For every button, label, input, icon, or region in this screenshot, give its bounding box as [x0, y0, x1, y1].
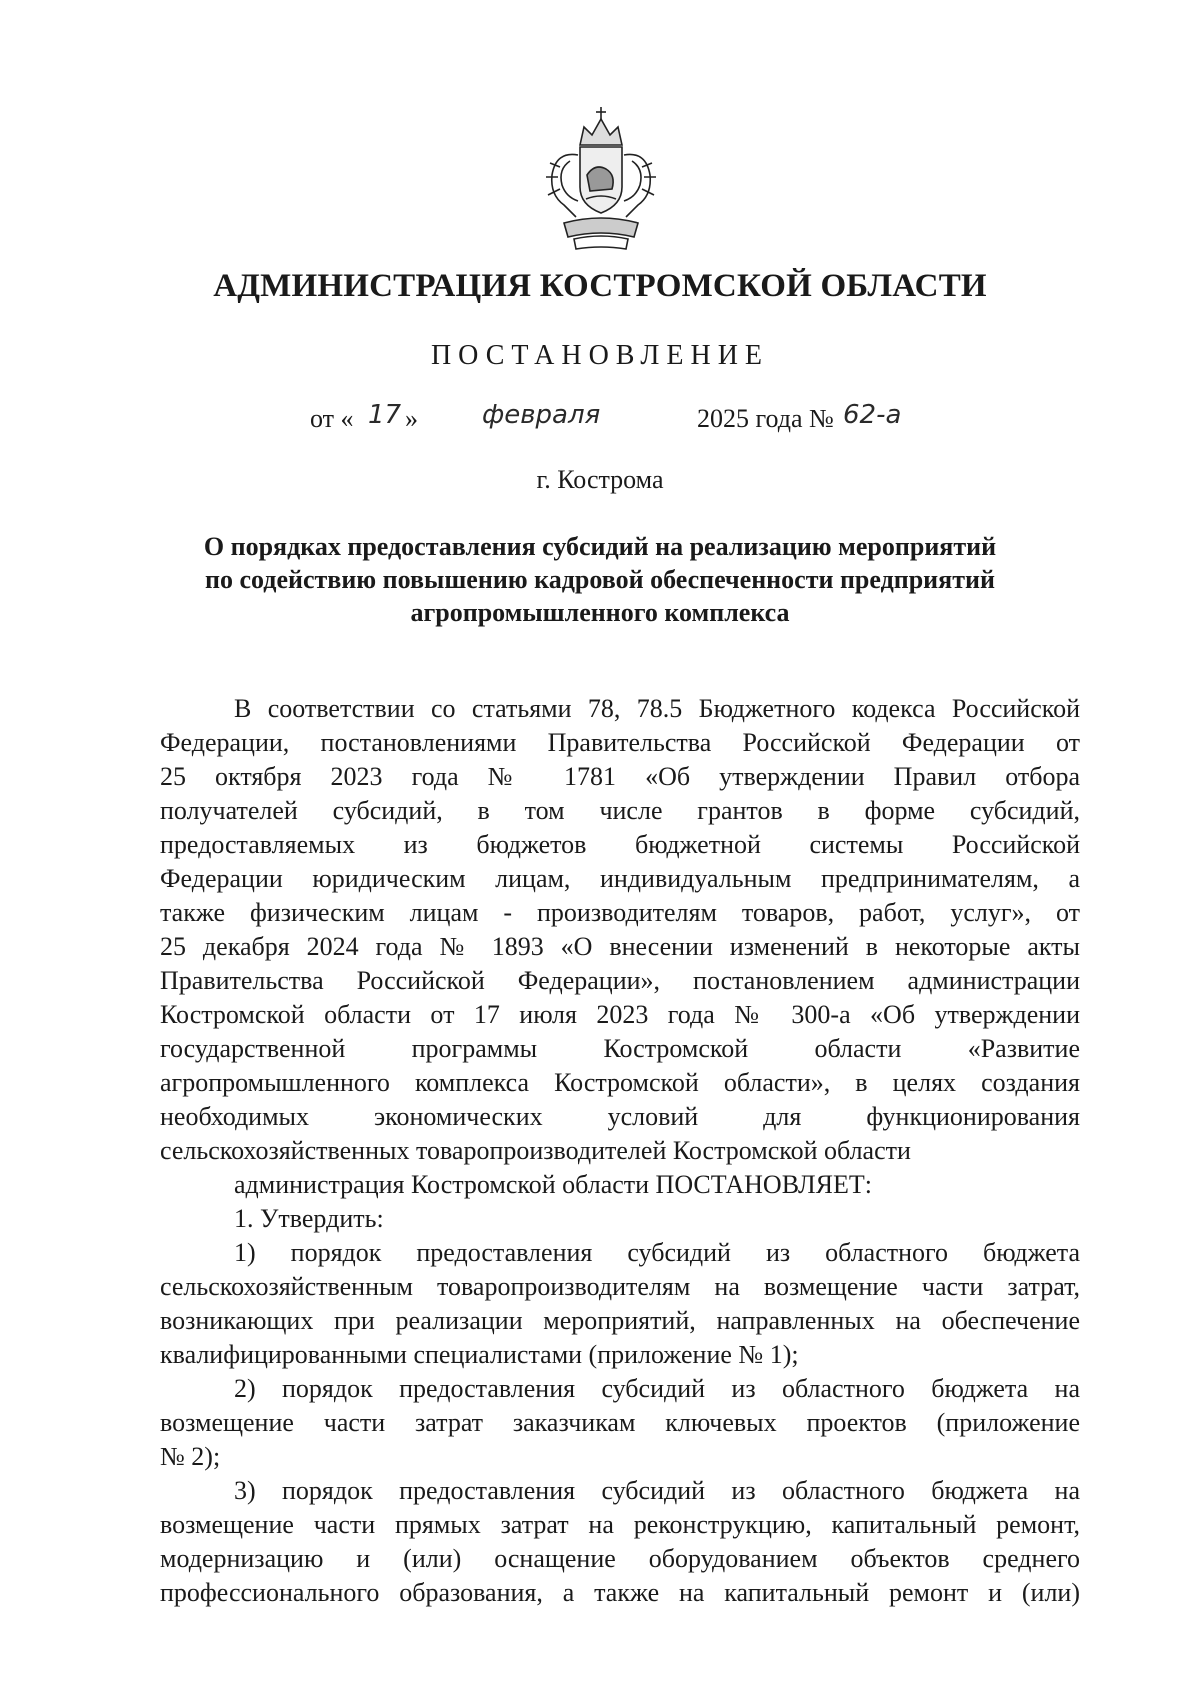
body-line: администрация Костромской области ПОСТАНОВЛЯЕТ: — [234, 1170, 873, 1199]
body-line: государственной программы Костромской области «Развитие — [160, 1034, 1080, 1063]
body-line: Костромской области от 17 июля 2023 года № 300-а «Об утверждении — [160, 1000, 1080, 1029]
body-line: квалифицированными специалистами (приложение № 1); — [160, 1340, 799, 1369]
body-line: получателей субсидий, в том числе грантов в форме субсидий, — [160, 796, 1080, 825]
subject-line: О порядках предоставления субсидий на реализацию мероприятий — [203, 532, 997, 561]
body-line: возникающих при реализации мероприятий, направленных на обеспечение — [160, 1306, 1080, 1335]
body-line: Федерации, постановлениями Правительства Российской Федерации от — [160, 728, 1080, 757]
body-line: модернизацию и (или) оснащение оборудованием объектов среднего — [160, 1544, 1080, 1573]
date-day: 17 — [368, 400, 402, 430]
date-day-close: » — [405, 404, 418, 433]
body-line: сельскохозяйственных товаропроизводителей Костромской области — [160, 1136, 911, 1165]
date-month: февраля — [482, 400, 601, 430]
body-line: 1) порядок предоставления субсидий из областного бюджета — [234, 1238, 1080, 1267]
body-line: профессионального образования, а также на капитальный ремонт и (или) — [160, 1578, 1080, 1607]
body-line: необходимых экономических условий для функционирования — [160, 1102, 1080, 1131]
body-line: Федерации юридическим лицам, индивидуальным предпринимателям, а — [160, 864, 1080, 893]
document-subject — [150, 530, 1050, 629]
body-text — [160, 692, 1080, 1610]
body-line: Правительства Российской Федерации», постановлением администрации — [160, 966, 1080, 995]
organization-title: АДМИНИСТРАЦИЯ КОСТРОМСКОЙ ОБЛАСТИ — [213, 268, 987, 304]
document-number: 62-а — [843, 400, 902, 430]
body-line: 1. Утвердить: — [234, 1204, 384, 1233]
body-line: возмещение части прямых затрат на реконструкцию, капитальный ремонт, — [160, 1510, 1080, 1539]
body-line: предоставляемых из бюджетов бюджетной системы Российской — [160, 830, 1080, 859]
body-line: 25 октября 2023 года № 1781 «Об утверждении Правил отбора — [160, 762, 1080, 791]
body-line: № 2); — [160, 1442, 221, 1471]
body-line: также физическим лицам - производителям товаров, работ, услуг», от — [160, 898, 1080, 927]
body-line: сельскохозяйственным товаропроизводителям на возмещение части затрат, — [160, 1272, 1080, 1301]
date-line — [0, 400, 1200, 440]
date-prefix: от « — [310, 404, 354, 433]
city: г. Кострома — [536, 465, 664, 494]
body-line: агропромышленного комплекса Костромской области», в целях создания — [160, 1068, 1080, 1097]
subject-line: по содействию повышению кадровой обеспеченности предприятий — [205, 565, 995, 594]
document-type: ПОСТАНОВЛЕНИЕ — [430, 340, 770, 371]
body-line: 2) порядок предоставления субсидий из областного бюджета на — [234, 1374, 1080, 1403]
coat-of-arms-icon — [540, 105, 662, 253]
body-line: возмещение части затрат заказчикам ключевых проектов (приложение — [160, 1408, 1080, 1437]
body-line: 3) порядок предоставления субсидий из областного бюджета на — [234, 1476, 1080, 1505]
body-line: В соответствии со статьями 78, 78.5 Бюджетного кодекса Российской — [234, 694, 1080, 723]
subject-line: агропромышленного комплекса — [410, 598, 790, 627]
body-line: 25 декабря 2024 года № 1893 «О внесении изменений в некоторые акты — [160, 932, 1080, 961]
date-year: 2025 года № — [697, 404, 834, 433]
